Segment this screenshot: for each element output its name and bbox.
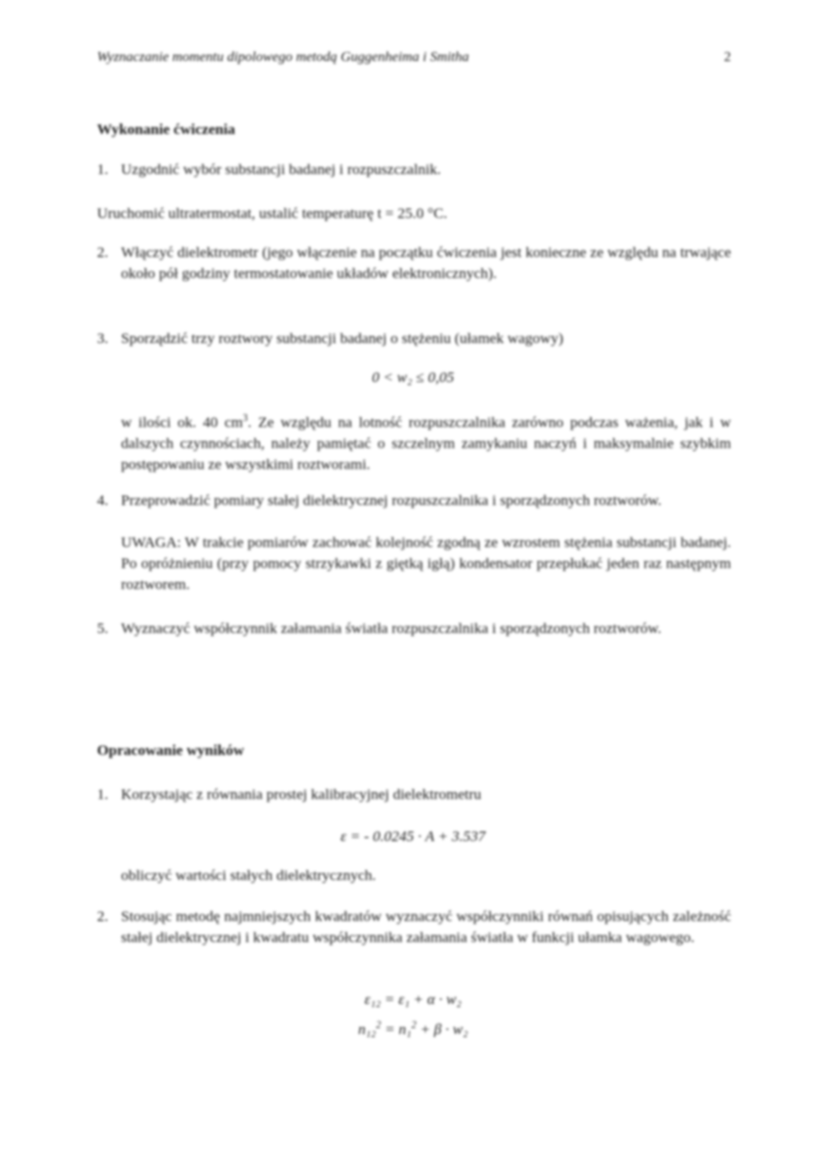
list-text: Wyznaczyć współczynnik załamania światła rozpuszczalnika i sporządzonych roztworów. (121, 621, 662, 637)
paragraph-thermostat: Uruchomić ultratermostat, ustalić temperaturę t = 25.0 °C. (97, 206, 448, 222)
equation-concentration: 0 < w₂ ≤ 0,05 (371, 370, 455, 386)
paragraph-compute: obliczyć wartości stałych dielektrycznych. (121, 868, 376, 884)
page-number: 2 (724, 50, 731, 65)
list-number: 3. (97, 331, 109, 347)
running-header (97, 50, 731, 66)
section-heading-procedure: Wykonanie ćwiczenia (97, 122, 236, 138)
eq4-part-a: n₁₂ (358, 1022, 377, 1038)
list-item (97, 491, 731, 512)
paragraph-uwaga: UWAGA: W trakcie pomiarów zachować kolejność zgodną ze wzrostem stężenia substancji badanej. Po opróżnieniu (przy pomocy strzykawki z giętką igłą) kondensator przepłukać jeden raz następnym roztworem. (121, 535, 731, 593)
list-item (97, 243, 731, 285)
list-number: 4. (97, 493, 109, 509)
equation-calibration: ε = - 0.0245 · A + 3.537 (340, 829, 486, 845)
volatility-text-a: w ilości ok. 40 cm (121, 415, 243, 431)
list-text: Korzystając z równania prostej kalibracyjnej dielektrometru (121, 787, 482, 803)
list-number: 1. (97, 787, 109, 803)
equation-refraction (0, 1020, 826, 1039)
list-text: Przeprowadzić pomiary stałej dielektrycznej rozpuszczalnika i sporządzonych roztworów. (121, 493, 662, 509)
eq4-part-b: = n₁ (381, 1022, 412, 1038)
list-item (97, 329, 731, 350)
list-number: 2. (97, 245, 109, 261)
list-item (97, 619, 731, 640)
list-number: 1. (97, 162, 109, 178)
equation-dielectric: ε₁₂ = ε₁ + α · w₂ (364, 992, 462, 1008)
eq4-sup-1: 2 (376, 1020, 382, 1031)
eq4-part-c: + β · w₂ (416, 1022, 468, 1038)
volatility-text-b: . Ze względu na lotność rozpuszczalnika zarówno podczas ważenia, jak i w dalszych czynnościach, należy pamiętać o szczelnym zamykaniu naczyń i maksymalnie szybkim postępowaniu ze wszystkimi roztworami. (121, 415, 731, 473)
list-text: Uzgodnić wybór substancji badanej i rozpuszczalnik. (121, 162, 441, 178)
list-number: 2. (97, 909, 109, 925)
list-item (97, 785, 731, 806)
list-item (97, 907, 731, 949)
list-text: Sporządzić trzy roztwory substancji badanej o stężeniu (ułamek wagowy) (121, 331, 564, 347)
section-heading-results: Opracowanie wyników (97, 743, 245, 759)
paragraph-volatility (121, 408, 731, 476)
eq4-sup-2: 2 (411, 1020, 417, 1031)
list-text: Włączyć dielektrometr (jego włączenie na początku ćwiczenia jest konieczne ze względu na trwające około pół godziny termostatowanie układów elektronicznych). (121, 245, 731, 282)
volatility-sup: 3 (242, 413, 248, 424)
list-item (97, 160, 731, 181)
list-number: 5. (97, 621, 109, 637)
header-title: Wyznaczanie momentu dipolowego metodą Guggenheima i Smitha (97, 50, 469, 65)
list-text: Stosując metodę najmniejszych kwadratów wyznaczyć współczynniki równań opisujących zależność stałej dielektrycznej i kwadratu współczynnika załamania światła w funkcji ułamka wagowego. (121, 909, 731, 946)
